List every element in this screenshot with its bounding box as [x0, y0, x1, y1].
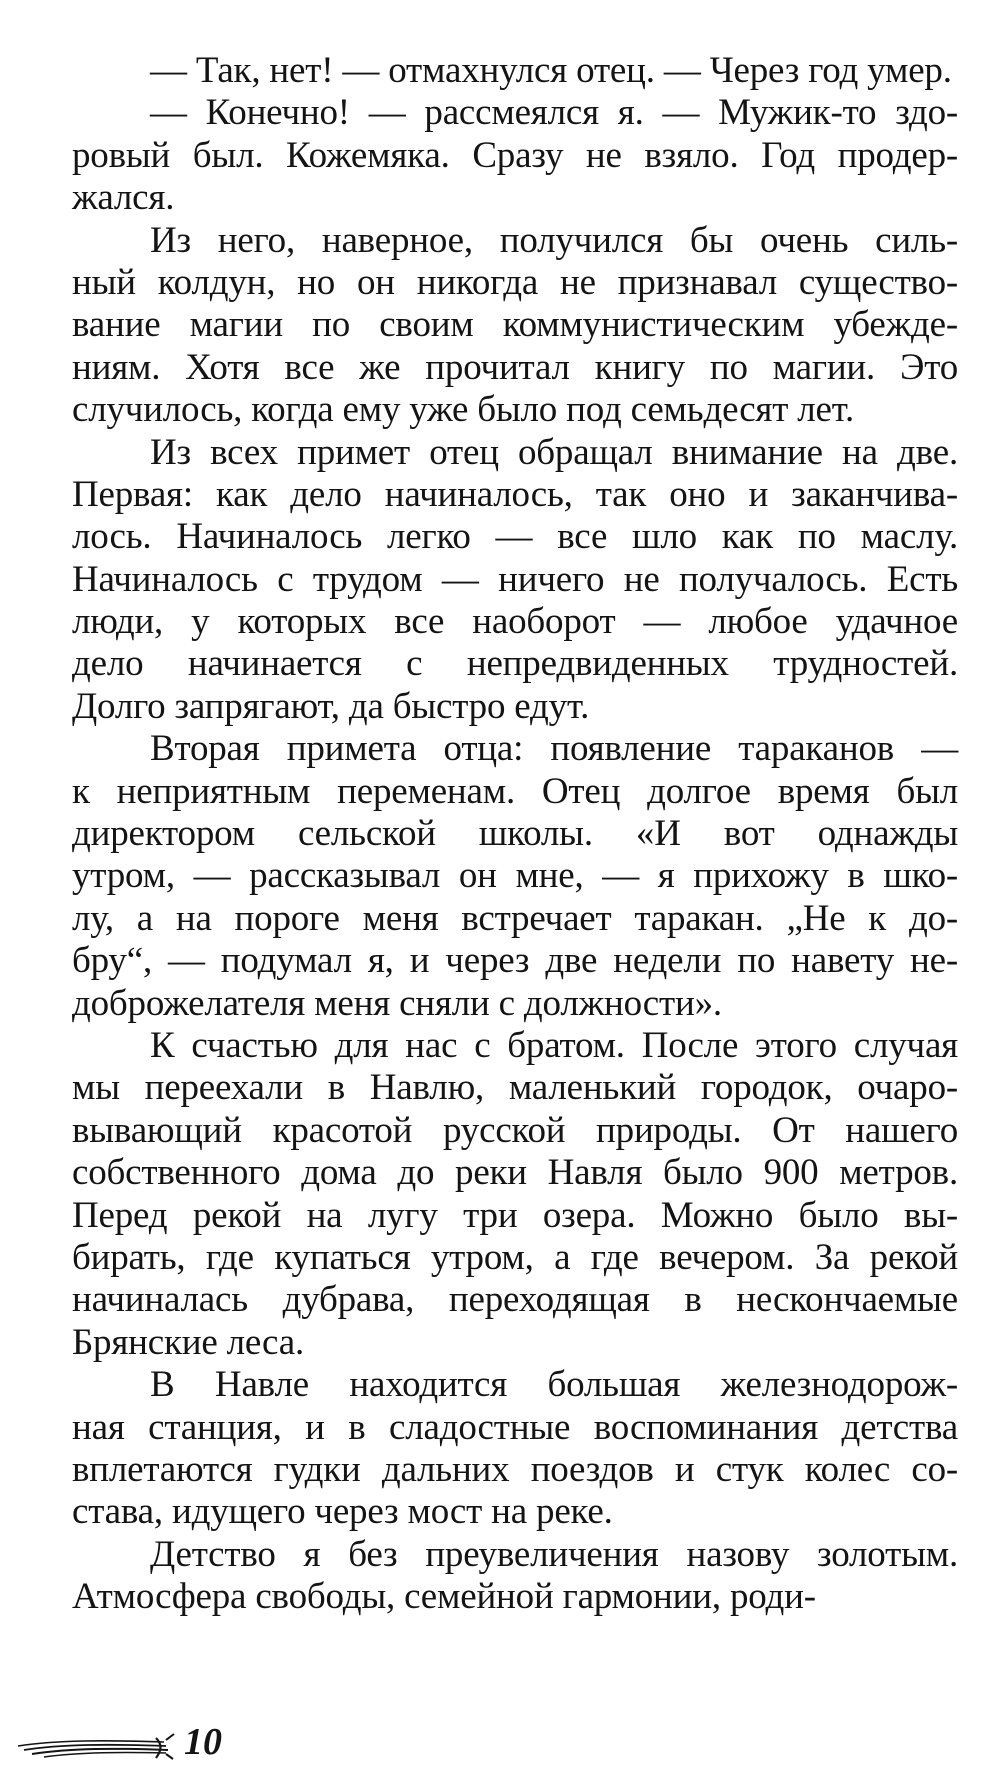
- text-line: собственного дома до реки Навля было 900 метров.: [72, 1152, 958, 1194]
- text-line: Начиналось с трудом — ничего не получалось. Есть: [72, 558, 958, 600]
- text-line: Брянские леса.: [72, 1321, 304, 1363]
- text-line: директором сельской школы. «И вот однажды: [72, 813, 958, 855]
- text-line: мы переехали в Навлю, маленький городок, очаро-: [72, 1067, 958, 1109]
- text-line: В Навле находится большая железнодорож-: [150, 1364, 958, 1406]
- text-line: Первая: как дело начиналось, так оно и заканчива-: [72, 473, 958, 515]
- body-text: [72, 50, 958, 1618]
- text-line: вывающий красотой русской природы. От нашего: [72, 1109, 958, 1151]
- paragraph: [72, 220, 958, 432]
- paragraph: [72, 50, 958, 92]
- text-line: ная станция, и в сладостные воспоминания детства: [72, 1406, 958, 1448]
- text-line: к неприятным переменам. Отец долгое время был: [72, 770, 958, 812]
- text-line: — Так, нет! — отмахнулся отец. — Через год умер.: [150, 50, 952, 91]
- paragraph: [72, 728, 958, 1025]
- paragraph: [72, 432, 958, 729]
- text-line: начиналась дубрава, переходящая в нескончаемые: [72, 1279, 958, 1321]
- text-line: Атмосфера свободы, семейной гармонии, роди-: [72, 1576, 816, 1618]
- text-line: Перед рекой на лугу три озера. Можно было вы-: [72, 1194, 958, 1236]
- paragraph: [72, 1364, 958, 1534]
- paragraph: [72, 92, 958, 219]
- text-line: става, идущего через мост на реке.: [72, 1491, 613, 1533]
- text-line: люди, у которых все наоборот — любое удачное: [72, 601, 958, 643]
- page-number: 10: [184, 1721, 222, 1763]
- text-line: доброжелателя меня сняли с должности».: [72, 982, 722, 1024]
- text-line: ный колдун, но он никогда не признавал существо-: [72, 261, 958, 303]
- text-line: лу, а на пороге меня встречает таракан. „Не к до-: [72, 897, 958, 939]
- paragraph: [72, 1534, 958, 1619]
- text-line: лось. Начиналось легко — все шло как по маслу.: [72, 516, 958, 558]
- text-line: бру“, — подумал я, и через две недели по навету не-: [72, 940, 958, 982]
- text-line: ровый был. Кожемяка. Сразу не взяло. Год продер-: [72, 134, 958, 176]
- text-line: Долго запрягают, да быстро едут.: [72, 685, 590, 727]
- text-line: К счастью для нас с братом. После этого случая: [150, 1024, 958, 1066]
- text-line: Вторая примета отца: появление тараканов —: [150, 728, 958, 770]
- paragraph: [72, 1025, 958, 1364]
- page-footer: [16, 1721, 236, 1763]
- text-line: бирать, где купаться утром, а где вечером. За рекой: [72, 1236, 958, 1278]
- text-line: Из него, наверное, получился бы очень силь-: [150, 219, 958, 261]
- text-line: — Конечно! — рассмеялся я. — Мужик-то здо-: [150, 92, 958, 134]
- text-line: Из всех примет отец обращал внимание на две.: [150, 431, 958, 473]
- text-line: Детство я без преувеличения назову золотым.: [150, 1533, 958, 1575]
- text-line: вание магии по своим коммунистическим убежде-: [72, 304, 958, 346]
- text-line: утром, — рассказывал он мне, — я прихожу в шко-: [72, 855, 958, 897]
- text-line: дело начинается с непредвиденных трудностей.: [72, 643, 958, 685]
- text-line: случилось, когда ему уже было под семьдесят лет.: [72, 389, 854, 431]
- feather-lines-ornament-icon: [16, 1728, 176, 1760]
- text-line: ниям. Хотя все же прочитал книгу по магии. Это: [72, 346, 958, 388]
- text-line: вплетаются гудки дальних поездов и стук колес со-: [72, 1448, 958, 1490]
- text-line: жался.: [72, 177, 175, 219]
